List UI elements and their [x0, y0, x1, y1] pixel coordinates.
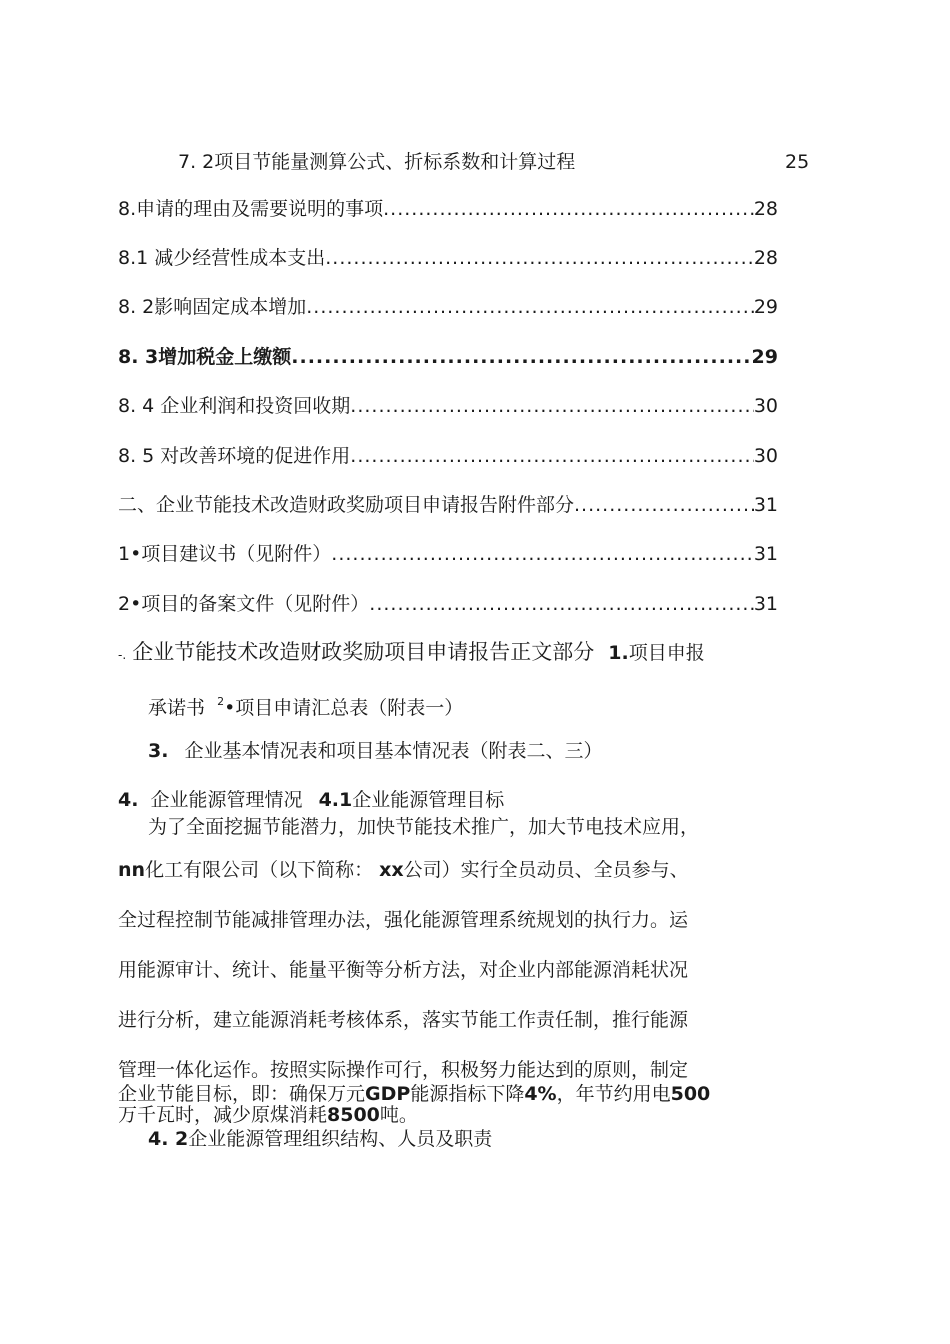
electricity-saving-value: 500 — [670, 1083, 711, 1105]
item4-line — [118, 788, 504, 812]
heading-prefix: -. — [118, 648, 127, 662]
toc-entry-page: 31 — [753, 543, 778, 565]
item41-number: 4.1 — [318, 789, 353, 811]
toc-entry — [118, 592, 778, 616]
item1-text-a: 项目申报 — [628, 642, 705, 664]
paragraph-text: 万千瓦时，减少原煤消耗 — [118, 1104, 328, 1126]
toc-leader-dots — [291, 345, 751, 369]
company-name-abbr: nn — [118, 859, 146, 881]
paragraph-line-4: 用能源审计、统计、能量平衡等分析方法，对企业内部能源消耗状况 — [118, 959, 689, 981]
paragraph-line-8 — [118, 1103, 418, 1127]
toc-entry-label: 1•项目建议书（见附件） — [118, 543, 332, 565]
item42-text: 企业能源管理组织结构、人员及职责 — [188, 1128, 493, 1150]
item4-number: 4. — [118, 789, 139, 811]
toc-leader-dots — [306, 295, 754, 319]
item42-line — [148, 1127, 492, 1151]
gdp-label: GDP — [365, 1083, 411, 1105]
paragraph-line-3: 全过程控制节能减排管理办法，强化能源管理系统规划的执行力。运 — [118, 909, 689, 931]
paragraph-line-2 — [118, 858, 689, 882]
paragraph-line-1: 为了全面挖掘节能潜力，加快节能技术推广，加大节电技术应用， — [148, 816, 700, 838]
paragraph-line-5: 进行分析，建立能源消耗考核体系，落实节能工作责任制，推行能源 — [118, 1009, 689, 1031]
toc-entry-label: 8.1 减少经营性成本支出 — [118, 247, 326, 269]
toc-entry-label: 8. 3增加税金上缴额 — [118, 346, 292, 368]
item41-text: 企业能源管理目标 — [352, 789, 505, 811]
toc-entry-page: 29 — [753, 296, 778, 318]
toc-entry — [118, 542, 778, 566]
coal-reduction-value: 8500 — [327, 1104, 380, 1126]
toc-item-7-2-page: 25 — [785, 151, 810, 173]
paragraph-text: 公司）实行全员动员、全员参与、 — [403, 859, 689, 881]
item2-superscript: 2 — [217, 695, 225, 708]
item1-2-line — [148, 690, 463, 720]
toc-leader-dots — [331, 542, 754, 566]
item2-text: •项目申请汇总表（附表一） — [224, 697, 464, 719]
paragraph-text: 化工有限公司（以下简称： — [145, 859, 374, 881]
toc-entry-label: 二、企业节能技术改造财政奖励项目申请报告附件部分 — [118, 494, 575, 516]
toc-entry-label: 8. 2影响固定成本增加 — [118, 296, 307, 318]
toc-leader-dots — [350, 444, 754, 468]
toc-entry-page: 31 — [753, 593, 778, 615]
toc-entry-label: 8. 4 企业利润和投资回收期 — [118, 395, 351, 417]
toc-entry — [118, 246, 778, 270]
toc-entry-page: 31 — [753, 494, 778, 516]
toc-entry-page: 28 — [753, 198, 778, 220]
item1-number: 1. — [608, 642, 629, 664]
toc-entry — [118, 444, 778, 468]
toc-leader-dots — [325, 246, 754, 270]
item3-number: 3. — [148, 740, 169, 762]
toc-item-7-2-label: 7. 2项目节能量测算公式、折标系数和计算过程 — [178, 151, 576, 173]
toc-leader-dots — [383, 197, 754, 221]
toc-entry-page: 30 — [753, 395, 778, 417]
item3-text: 企业基本情况表和项目基本情况表（附表二、三） — [184, 740, 603, 762]
paragraph-text: 企业节能目标，即：确保万元 — [118, 1083, 366, 1105]
toc-entry-label: 2•项目的备案文件（见附件） — [118, 593, 370, 615]
toc-entry — [118, 394, 778, 418]
item42-number: 4. 2 — [148, 1128, 189, 1150]
energy-reduction-percent: 4% — [524, 1083, 557, 1105]
toc-entry — [118, 197, 778, 221]
toc-entry — [118, 345, 778, 369]
company-short-name: xx — [379, 859, 404, 881]
item4-text: 企业能源管理情况 — [150, 789, 303, 811]
toc-entry-page: 29 — [751, 346, 778, 368]
toc-entry-page: 28 — [753, 247, 778, 269]
paragraph-line-6: 管理一体化运作。按照实际操作可行，积极努力能达到的原则，制定 — [118, 1059, 689, 1081]
toc-entry — [118, 493, 778, 517]
main-heading-line — [118, 640, 705, 667]
toc-entry — [118, 295, 778, 319]
toc-entry-page: 30 — [753, 445, 778, 467]
item3-line — [148, 739, 603, 763]
paragraph-text: 能源指标下降 — [410, 1083, 525, 1105]
toc-entry-label: 8.申请的理由及需要说明的事项 — [118, 198, 384, 220]
toc-leader-dots — [574, 493, 754, 517]
toc-leader-dots — [350, 394, 754, 418]
item1-text-b: 承诺书 — [148, 697, 206, 719]
paragraph-text: ，年节约用电 — [556, 1083, 671, 1105]
toc-leader-dots — [369, 592, 754, 616]
main-heading: 企业节能技术改造财政奖励项目申请报告正文部分 — [132, 640, 595, 664]
paragraph-text: 吨。 — [379, 1104, 418, 1126]
toc-entry-label: 8. 5 对改善环境的促进作用 — [118, 445, 351, 467]
